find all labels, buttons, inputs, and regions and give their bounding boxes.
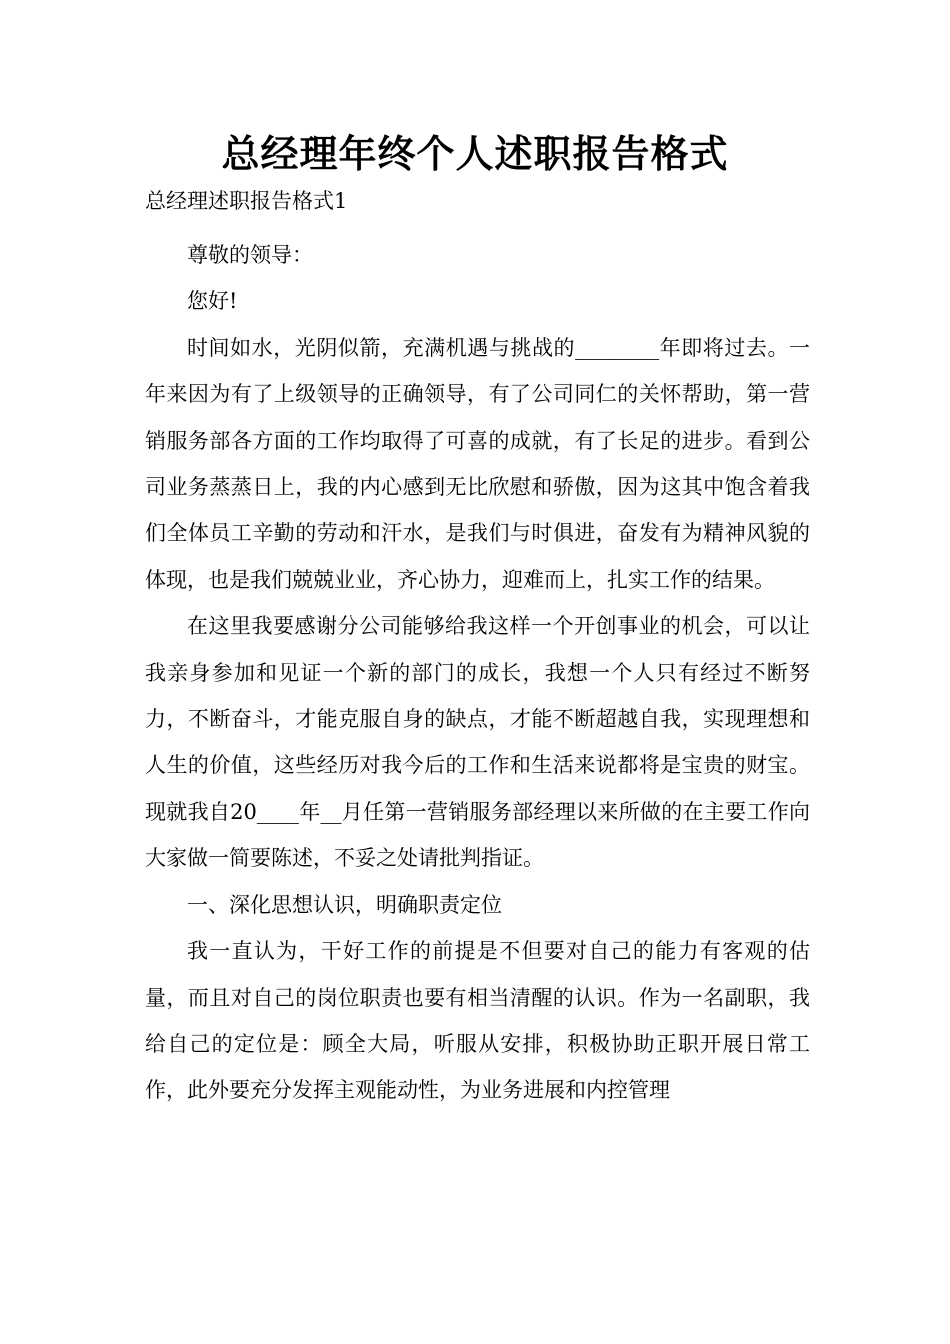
document-body: [145, 232, 810, 1114]
greeting-paragraph: 您好!: [187, 289, 238, 314]
document-subtitle: 总经理述职报告格式1: [145, 189, 348, 213]
intro-paragraph: 时间如水，光阴似箭，充满机遇与挑战的________年即将过去。一年来因为有了上级领导的正确领导，有了公司同仁的关怀帮助，第一营销服务部各方面的工作均取得了可喜的成就，有了长足的进步。看到公司业务蒸蒸日上，我的内心感到无比欣慰和骄傲，因为这其中饱含着我们全体员工辛勤的劳动和汗水，是我们与时俱进，奋发有为精神风貌的体现，也是我们兢兢业业，齐心协力，迎难而上，扎实工作的结果。: [145, 335, 810, 592]
thanks-paragraph: 在这里我要感谢分公司能够给我这样一个开创事业的机会，可以让我亲身参加和见证一个新的部门的成长，我想一个人只有经过不断努力，不断奋斗，才能克服自身的缺点，才能不断超越自我，实现理想和人生的价值，这些经历对我今后的工作和生活来说都将是宝贵的财宝。现就我自20____年__月任第一营销服务部经理以来所做的在主要工作向大家做一简要陈述，不妥之处请批判指证。: [145, 614, 810, 871]
salutation-paragraph: 尊敬的领导：: [187, 243, 313, 267]
section-1-paragraph: 我一直认为，干好工作的前提是不但要对自己的能力有客观的估量，而且对自己的岗位职责也要有相当清醒的认识。作为一名副职，我给自己的定位是：顾全大局，听服从安排，积极协助正职开展日常工作，此外要充分发挥主观能动性，为业务进展和内控管理: [145, 939, 810, 1103]
document-title: 总经理年终个人述职报告格式: [221, 132, 729, 176]
section-heading-1: 一、深化思想认识，明确职责定位: [187, 892, 502, 917]
